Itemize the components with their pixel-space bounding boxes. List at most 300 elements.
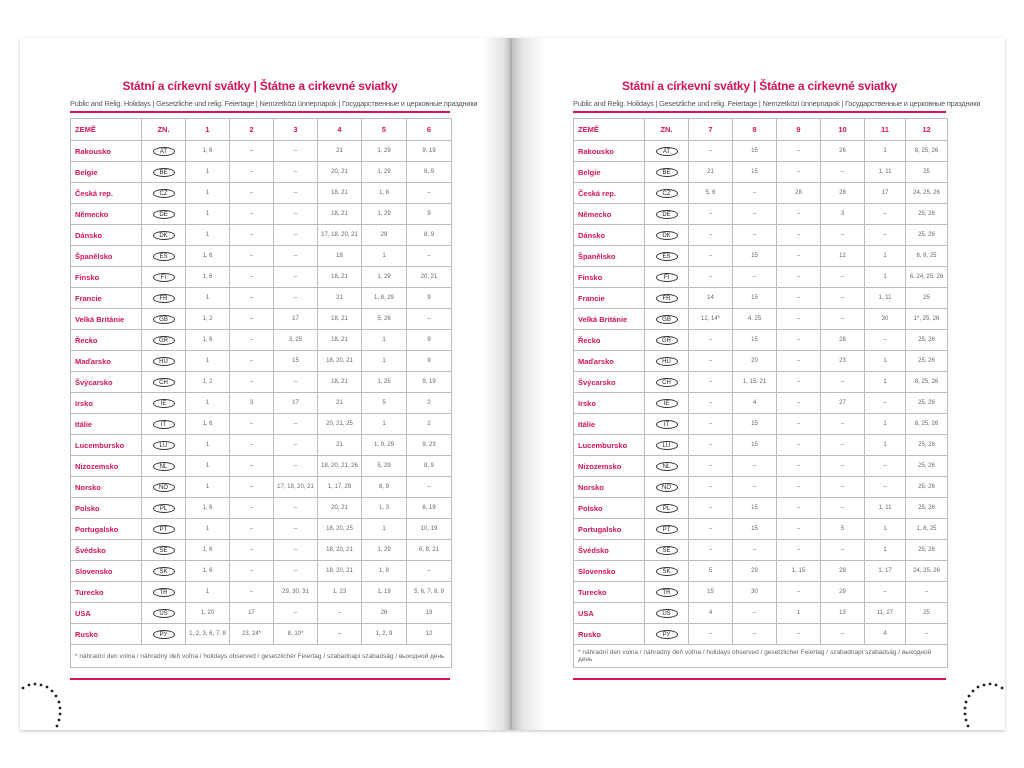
holiday-dates-cell: – bbox=[733, 624, 777, 645]
country-code-cell bbox=[645, 204, 689, 225]
holiday-dates-cell: – bbox=[777, 393, 821, 414]
country-code-cell bbox=[645, 141, 689, 162]
country-code-badge: FR bbox=[153, 294, 175, 303]
holiday-dates-cell: 15 bbox=[733, 162, 777, 183]
bottom-rule-left bbox=[70, 678, 450, 680]
footnote-right: * náhradní den volna / náhradný deň voľna / holidays observed / gesetzlicher Feiertag / szabadnapi szabadság / выходной день bbox=[574, 645, 948, 668]
holiday-dates-cell: – bbox=[733, 204, 777, 225]
country-name: Švédsko bbox=[71, 540, 142, 561]
holiday-dates-cell: – bbox=[274, 561, 318, 582]
table-row bbox=[574, 477, 948, 498]
country-code-badge: FI bbox=[656, 273, 678, 282]
holiday-dates-cell: – bbox=[689, 267, 733, 288]
country-code-cell bbox=[142, 141, 186, 162]
holiday-dates-cell: 9, 19 bbox=[407, 141, 452, 162]
country-code-cell bbox=[645, 225, 689, 246]
holiday-dates-cell: 29 bbox=[821, 582, 865, 603]
holiday-dates-cell: 1, 6 bbox=[186, 498, 230, 519]
holiday-dates-cell: 20, 21 bbox=[407, 267, 452, 288]
holiday-dates-cell: – bbox=[230, 141, 274, 162]
country-code-badge: LU bbox=[656, 441, 678, 450]
holiday-dates-cell: 15 bbox=[733, 141, 777, 162]
country-code-badge: IT bbox=[153, 420, 175, 429]
holiday-dates-cell: 20, 21 bbox=[318, 162, 362, 183]
holiday-dates-cell: 8, 9 bbox=[407, 162, 452, 183]
holiday-dates-cell: 1, 29 bbox=[362, 204, 407, 225]
holiday-dates-cell: – bbox=[689, 246, 733, 267]
header-country: ZEMĚ bbox=[71, 119, 142, 141]
country-code-badge: ES bbox=[153, 252, 175, 261]
holiday-dates-cell: 1 bbox=[186, 162, 230, 183]
header-month: 12 bbox=[906, 119, 948, 141]
holiday-dates-cell: – bbox=[821, 162, 865, 183]
country-code-badge: ES bbox=[656, 252, 678, 261]
holiday-dates-cell: – bbox=[230, 561, 274, 582]
header-month: 9 bbox=[777, 119, 821, 141]
holiday-dates-cell: 1 bbox=[186, 519, 230, 540]
holiday-dates-cell: 1 bbox=[186, 204, 230, 225]
table-row bbox=[71, 540, 452, 561]
holiday-dates-cell: – bbox=[777, 498, 821, 519]
table-row bbox=[574, 561, 948, 582]
table-row bbox=[574, 183, 948, 204]
country-name: Dánsko bbox=[574, 225, 645, 246]
holiday-dates-cell: 26 bbox=[362, 603, 407, 624]
header-month: 3 bbox=[274, 119, 318, 141]
holiday-dates-cell: – bbox=[689, 498, 733, 519]
holiday-dates-cell: 5, 6 bbox=[689, 183, 733, 204]
table-row bbox=[574, 309, 948, 330]
country-name: Norsko bbox=[71, 477, 142, 498]
table-row bbox=[71, 435, 452, 456]
table-row bbox=[71, 225, 452, 246]
holiday-dates-cell: 1, 23 bbox=[318, 582, 362, 603]
holiday-dates-cell: 25, 26 bbox=[906, 498, 948, 519]
country-code-badge: PL bbox=[656, 504, 678, 513]
country-name: USA bbox=[574, 603, 645, 624]
holiday-dates-cell: 17 bbox=[865, 183, 906, 204]
holiday-dates-cell: 25, 26 bbox=[906, 204, 948, 225]
holiday-dates-cell: – bbox=[906, 624, 948, 645]
holiday-dates-cell: – bbox=[777, 309, 821, 330]
holiday-dates-cell: 9 bbox=[407, 288, 452, 309]
holiday-dates-cell: – bbox=[689, 624, 733, 645]
country-name: Nizozemsko bbox=[71, 456, 142, 477]
holiday-dates-cell: – bbox=[821, 456, 865, 477]
holiday-dates-cell: 29 bbox=[362, 225, 407, 246]
holiday-dates-cell: 28 bbox=[821, 183, 865, 204]
country-code-cell bbox=[645, 519, 689, 540]
table-row bbox=[574, 498, 948, 519]
table-row bbox=[574, 225, 948, 246]
country-code-cell bbox=[645, 309, 689, 330]
title-rule-right bbox=[573, 111, 946, 113]
holiday-dates-cell: – bbox=[230, 456, 274, 477]
country-code-badge: IT bbox=[656, 420, 678, 429]
holiday-dates-cell: 1 bbox=[362, 414, 407, 435]
holiday-dates-cell: – bbox=[777, 414, 821, 435]
country-code-cell bbox=[142, 183, 186, 204]
country-name: Polsko bbox=[574, 498, 645, 519]
holiday-dates-cell: – bbox=[865, 204, 906, 225]
header-code: ZN. bbox=[142, 119, 186, 141]
holiday-dates-cell: 1, 6 bbox=[186, 414, 230, 435]
header-country: ZEMĚ bbox=[574, 119, 645, 141]
table-row bbox=[574, 246, 948, 267]
country-code-badge: DE bbox=[153, 210, 175, 219]
holiday-dates-cell: 18, 21 bbox=[318, 372, 362, 393]
country-code-cell bbox=[645, 582, 689, 603]
country-name: Turecko bbox=[574, 582, 645, 603]
table-row bbox=[574, 372, 948, 393]
holiday-dates-cell: – bbox=[865, 477, 906, 498]
holiday-dates-cell: – bbox=[821, 288, 865, 309]
holiday-dates-cell: 21 bbox=[318, 141, 362, 162]
country-name: Velká Británie bbox=[574, 309, 645, 330]
table-row bbox=[71, 603, 452, 624]
country-name: Rakousko bbox=[574, 141, 645, 162]
table-header-row bbox=[71, 119, 452, 141]
holiday-dates-cell: 18, 20, 21 bbox=[318, 540, 362, 561]
holiday-dates-cell: 1, 2 bbox=[186, 309, 230, 330]
country-name: Slovensko bbox=[574, 561, 645, 582]
holiday-dates-cell: – bbox=[689, 141, 733, 162]
country-code-badge: FR bbox=[656, 294, 678, 303]
holiday-dates-cell: 4 bbox=[733, 393, 777, 414]
holiday-dates-cell: – bbox=[274, 456, 318, 477]
header-month: 10 bbox=[821, 119, 865, 141]
holiday-dates-cell: – bbox=[407, 561, 452, 582]
country-name: Norsko bbox=[574, 477, 645, 498]
holiday-dates-cell: – bbox=[689, 519, 733, 540]
holiday-dates-cell: – bbox=[274, 246, 318, 267]
holiday-dates-cell: 1, 8, 25 bbox=[906, 519, 948, 540]
holiday-dates-cell: 21 bbox=[318, 435, 362, 456]
holiday-dates-cell: 5, 26 bbox=[362, 309, 407, 330]
footnote-left: * náhradní den volna / náhradný deň voľna / holidays observed / gesetzlicher Feiertag / szabadnapi szabadság / выходной день bbox=[71, 645, 452, 668]
holiday-dates-cell: – bbox=[733, 603, 777, 624]
header-month: 4 bbox=[318, 119, 362, 141]
table-row bbox=[71, 561, 452, 582]
country-code-badge: IE bbox=[153, 399, 175, 408]
country-code-cell bbox=[645, 561, 689, 582]
country-code-cell bbox=[142, 540, 186, 561]
holiday-dates-cell: 1 bbox=[865, 435, 906, 456]
holiday-dates-cell: – bbox=[733, 456, 777, 477]
holiday-dates-cell: 1, 3 bbox=[362, 498, 407, 519]
holiday-dates-cell: – bbox=[777, 351, 821, 372]
holiday-dates-cell: – bbox=[689, 435, 733, 456]
holiday-dates-cell: – bbox=[777, 288, 821, 309]
country-code-badge: NL bbox=[656, 462, 678, 471]
holiday-dates-cell: 17 bbox=[274, 393, 318, 414]
holiday-dates-cell: 23 bbox=[821, 351, 865, 372]
country-name: Španělsko bbox=[71, 246, 142, 267]
holiday-dates-cell: 8, 25, 26 bbox=[906, 372, 948, 393]
holiday-dates-cell: 1, 17 bbox=[865, 561, 906, 582]
holiday-dates-cell: 1, 6 bbox=[186, 267, 230, 288]
holiday-dates-cell: 1 bbox=[186, 477, 230, 498]
holiday-dates-cell: – bbox=[777, 456, 821, 477]
holiday-dates-cell: 1, 15, 21 bbox=[733, 372, 777, 393]
table-row bbox=[574, 582, 948, 603]
holiday-dates-cell: 18, 20, 21 bbox=[318, 351, 362, 372]
table-row bbox=[574, 456, 948, 477]
country-code-badge: CZ bbox=[656, 189, 678, 198]
country-code-badge: TR bbox=[153, 588, 175, 597]
country-name: Portugalsko bbox=[71, 519, 142, 540]
holiday-dates-cell: 27 bbox=[821, 393, 865, 414]
table-row bbox=[71, 372, 452, 393]
holiday-dates-cell: – bbox=[689, 225, 733, 246]
holiday-dates-cell: – bbox=[274, 519, 318, 540]
holiday-dates-cell: 1 bbox=[186, 183, 230, 204]
holiday-dates-cell: 5 bbox=[362, 393, 407, 414]
holiday-dates-cell: – bbox=[230, 288, 274, 309]
country-code-badge: AT bbox=[656, 147, 678, 156]
holiday-dates-cell: – bbox=[689, 330, 733, 351]
country-name: Švýcarsko bbox=[71, 372, 142, 393]
holiday-dates-cell: 1, 6 bbox=[186, 561, 230, 582]
country-name: Německo bbox=[71, 204, 142, 225]
table-row bbox=[71, 330, 452, 351]
holiday-dates-cell: 8, 25, 26 bbox=[906, 414, 948, 435]
holiday-dates-cell: 1 bbox=[777, 603, 821, 624]
holiday-dates-cell: 25 bbox=[906, 603, 948, 624]
holiday-dates-cell: – bbox=[274, 498, 318, 519]
holiday-dates-cell: – bbox=[821, 435, 865, 456]
table-row bbox=[71, 477, 452, 498]
holiday-dates-cell: – bbox=[274, 288, 318, 309]
holiday-dates-cell: – bbox=[230, 519, 274, 540]
holiday-dates-cell: 1 bbox=[186, 582, 230, 603]
holiday-dates-cell: – bbox=[821, 477, 865, 498]
holiday-dates-cell: – bbox=[407, 183, 452, 204]
holiday-dates-cell: 18, 20, 21, 26 bbox=[318, 456, 362, 477]
holiday-dates-cell: – bbox=[230, 498, 274, 519]
holiday-dates-cell: 20 bbox=[733, 351, 777, 372]
country-code-badge: PT bbox=[153, 525, 175, 534]
right-gutter-shadow bbox=[512, 38, 546, 730]
table-row bbox=[71, 267, 452, 288]
holiday-dates-cell: – bbox=[865, 582, 906, 603]
holiday-dates-cell: – bbox=[821, 372, 865, 393]
holiday-dates-cell: – bbox=[230, 372, 274, 393]
holiday-dates-cell: 1 bbox=[865, 267, 906, 288]
holiday-dates-cell: – bbox=[733, 267, 777, 288]
country-code-cell bbox=[645, 624, 689, 645]
country-name: Řecko bbox=[71, 330, 142, 351]
holiday-dates-cell: 3, 25 bbox=[274, 330, 318, 351]
country-code-badge: NO bbox=[153, 483, 175, 492]
holiday-dates-cell: 25, 26 bbox=[906, 225, 948, 246]
holiday-dates-cell: 1, 6 bbox=[186, 246, 230, 267]
holiday-dates-cell: 18, 20, 21 bbox=[318, 561, 362, 582]
holiday-dates-cell: – bbox=[733, 540, 777, 561]
country-name: Itálie bbox=[574, 414, 645, 435]
holiday-dates-cell: 1 bbox=[186, 288, 230, 309]
table-row bbox=[574, 162, 948, 183]
holiday-dates-cell: – bbox=[274, 141, 318, 162]
holiday-dates-cell: – bbox=[689, 540, 733, 561]
country-code-badge: TR bbox=[656, 588, 678, 597]
holiday-dates-cell: 28 bbox=[821, 561, 865, 582]
title-rule-left bbox=[70, 111, 450, 113]
table-row bbox=[71, 414, 452, 435]
holiday-dates-cell: 12 bbox=[407, 624, 452, 645]
country-code-cell bbox=[142, 288, 186, 309]
holiday-dates-cell: 12, 14* bbox=[689, 309, 733, 330]
country-code-cell bbox=[645, 162, 689, 183]
country-name: Irsko bbox=[71, 393, 142, 414]
holiday-dates-cell: 1 bbox=[362, 330, 407, 351]
country-name: Lucembursko bbox=[574, 435, 645, 456]
country-name: Finsko bbox=[71, 267, 142, 288]
holiday-dates-cell: – bbox=[407, 246, 452, 267]
country-code-cell bbox=[645, 456, 689, 477]
holiday-dates-cell: 1, 6 bbox=[186, 141, 230, 162]
holiday-dates-cell: – bbox=[230, 246, 274, 267]
holiday-dates-cell: 8, 10* bbox=[274, 624, 318, 645]
holiday-dates-cell: – bbox=[230, 582, 274, 603]
country-code-badge: LU bbox=[153, 441, 175, 450]
country-code-badge: SK bbox=[153, 567, 175, 576]
holiday-dates-cell: 18, 21 bbox=[318, 267, 362, 288]
table-row bbox=[71, 246, 452, 267]
holiday-dates-cell: – bbox=[777, 372, 821, 393]
country-code-cell bbox=[645, 372, 689, 393]
table-row bbox=[71, 498, 452, 519]
holiday-dates-cell: 11, 27 bbox=[865, 603, 906, 624]
holiday-dates-cell: 1 bbox=[865, 141, 906, 162]
holiday-dates-cell: – bbox=[274, 540, 318, 561]
holiday-dates-cell: – bbox=[230, 204, 274, 225]
holiday-dates-cell: 25, 26 bbox=[906, 456, 948, 477]
holiday-dates-cell: – bbox=[777, 162, 821, 183]
country-code-badge: NO bbox=[656, 483, 678, 492]
holiday-dates-cell: – bbox=[318, 603, 362, 624]
holiday-dates-cell: – bbox=[230, 351, 274, 372]
holiday-dates-cell: 12 bbox=[821, 246, 865, 267]
country-code-cell bbox=[645, 498, 689, 519]
country-code-badge: DE bbox=[656, 210, 678, 219]
holiday-dates-cell: – bbox=[230, 267, 274, 288]
holiday-dates-cell: – bbox=[230, 477, 274, 498]
country-code-cell bbox=[142, 393, 186, 414]
country-name: Portugalsko bbox=[574, 519, 645, 540]
country-name: Rakousko bbox=[71, 141, 142, 162]
holiday-dates-cell: – bbox=[777, 204, 821, 225]
holiday-dates-cell: – bbox=[777, 267, 821, 288]
holiday-dates-cell: 29 bbox=[733, 561, 777, 582]
holiday-dates-cell: – bbox=[865, 225, 906, 246]
holiday-dates-cell: – bbox=[865, 393, 906, 414]
country-code-cell bbox=[645, 330, 689, 351]
country-code-cell bbox=[645, 267, 689, 288]
holiday-dates-cell: 1 bbox=[865, 372, 906, 393]
country-code-cell bbox=[142, 582, 186, 603]
holiday-dates-cell: 10, 19 bbox=[407, 519, 452, 540]
holiday-dates-cell: 17 bbox=[274, 309, 318, 330]
holiday-dates-cell: 6, 24, 25, 26 bbox=[906, 267, 948, 288]
table-header-row bbox=[574, 119, 948, 141]
holiday-dates-cell: 1 bbox=[865, 351, 906, 372]
country-name: Francie bbox=[574, 288, 645, 309]
holiday-dates-cell: 8, 9 bbox=[362, 477, 407, 498]
table-row bbox=[574, 435, 948, 456]
holiday-dates-cell: 21 bbox=[689, 162, 733, 183]
page-subtitle-left: Public and Relig. Holidays | Gesetzliche und relig. Feiertage | Nemzetközi ünnepnapok | Государственные и церковные праздники bbox=[70, 99, 478, 108]
country-code-badge: US bbox=[153, 609, 175, 618]
holiday-dates-cell: 14 bbox=[689, 288, 733, 309]
country-code-cell bbox=[645, 414, 689, 435]
holiday-dates-cell: 21 bbox=[318, 288, 362, 309]
country-code-badge: GR bbox=[153, 336, 175, 345]
holiday-dates-cell: 1, 2 bbox=[186, 372, 230, 393]
holiday-dates-cell: 20, 21 bbox=[318, 498, 362, 519]
holiday-dates-cell: 8, 25, 26 bbox=[906, 141, 948, 162]
country-code-badge: BE bbox=[656, 168, 678, 177]
country-name: Švýcarsko bbox=[574, 372, 645, 393]
holiday-dates-cell: 1, 29 bbox=[362, 267, 407, 288]
holiday-dates-cell: 1, 11 bbox=[865, 498, 906, 519]
holiday-dates-cell: 1 bbox=[186, 225, 230, 246]
holiday-dates-cell: 15 bbox=[733, 330, 777, 351]
holiday-dates-cell: 1 bbox=[186, 435, 230, 456]
holiday-dates-cell: – bbox=[274, 267, 318, 288]
holiday-dates-cell: 6, 8, 21 bbox=[407, 540, 452, 561]
right-page bbox=[512, 38, 1005, 730]
header-month: 5 bbox=[362, 119, 407, 141]
holiday-dates-cell: 20, 21, 25 bbox=[318, 414, 362, 435]
holiday-dates-cell: 1, 6 bbox=[186, 330, 230, 351]
holiday-dates-cell: 1, 17, 29 bbox=[318, 477, 362, 498]
holiday-dates-cell: 1 bbox=[186, 393, 230, 414]
country-code-cell bbox=[142, 624, 186, 645]
country-code-badge: GB bbox=[656, 315, 678, 324]
country-code-cell bbox=[142, 309, 186, 330]
table-row bbox=[71, 456, 452, 477]
holiday-dates-cell: – bbox=[274, 162, 318, 183]
country-name: Rusko bbox=[71, 624, 142, 645]
holiday-dates-cell: 1 bbox=[865, 414, 906, 435]
country-code-badge: GB bbox=[153, 315, 175, 324]
holiday-dates-cell: 1 bbox=[362, 246, 407, 267]
country-name: Slovensko bbox=[71, 561, 142, 582]
table-row bbox=[71, 141, 452, 162]
header-month: 2 bbox=[230, 119, 274, 141]
holiday-dates-cell: – bbox=[274, 372, 318, 393]
decorative-dots-right bbox=[952, 678, 1005, 738]
country-code-badge: DK bbox=[153, 231, 175, 240]
holiday-dates-cell: 18, 21 bbox=[318, 204, 362, 225]
table-row bbox=[71, 393, 452, 414]
country-code-cell bbox=[645, 246, 689, 267]
table-row bbox=[574, 330, 948, 351]
header-month: 8 bbox=[733, 119, 777, 141]
country-code-cell bbox=[142, 519, 186, 540]
holidays-table-right bbox=[573, 118, 948, 668]
country-name: Maďarsko bbox=[574, 351, 645, 372]
holiday-dates-cell: 9 bbox=[407, 330, 452, 351]
country-code-cell bbox=[645, 477, 689, 498]
holiday-dates-cell: 8, 9 bbox=[407, 225, 452, 246]
bottom-rule-right bbox=[573, 678, 946, 680]
holiday-dates-cell: 8, 19 bbox=[407, 498, 452, 519]
country-code-badge: SE bbox=[153, 546, 175, 555]
holiday-dates-cell: – bbox=[230, 183, 274, 204]
country-name: Lucembursko bbox=[71, 435, 142, 456]
